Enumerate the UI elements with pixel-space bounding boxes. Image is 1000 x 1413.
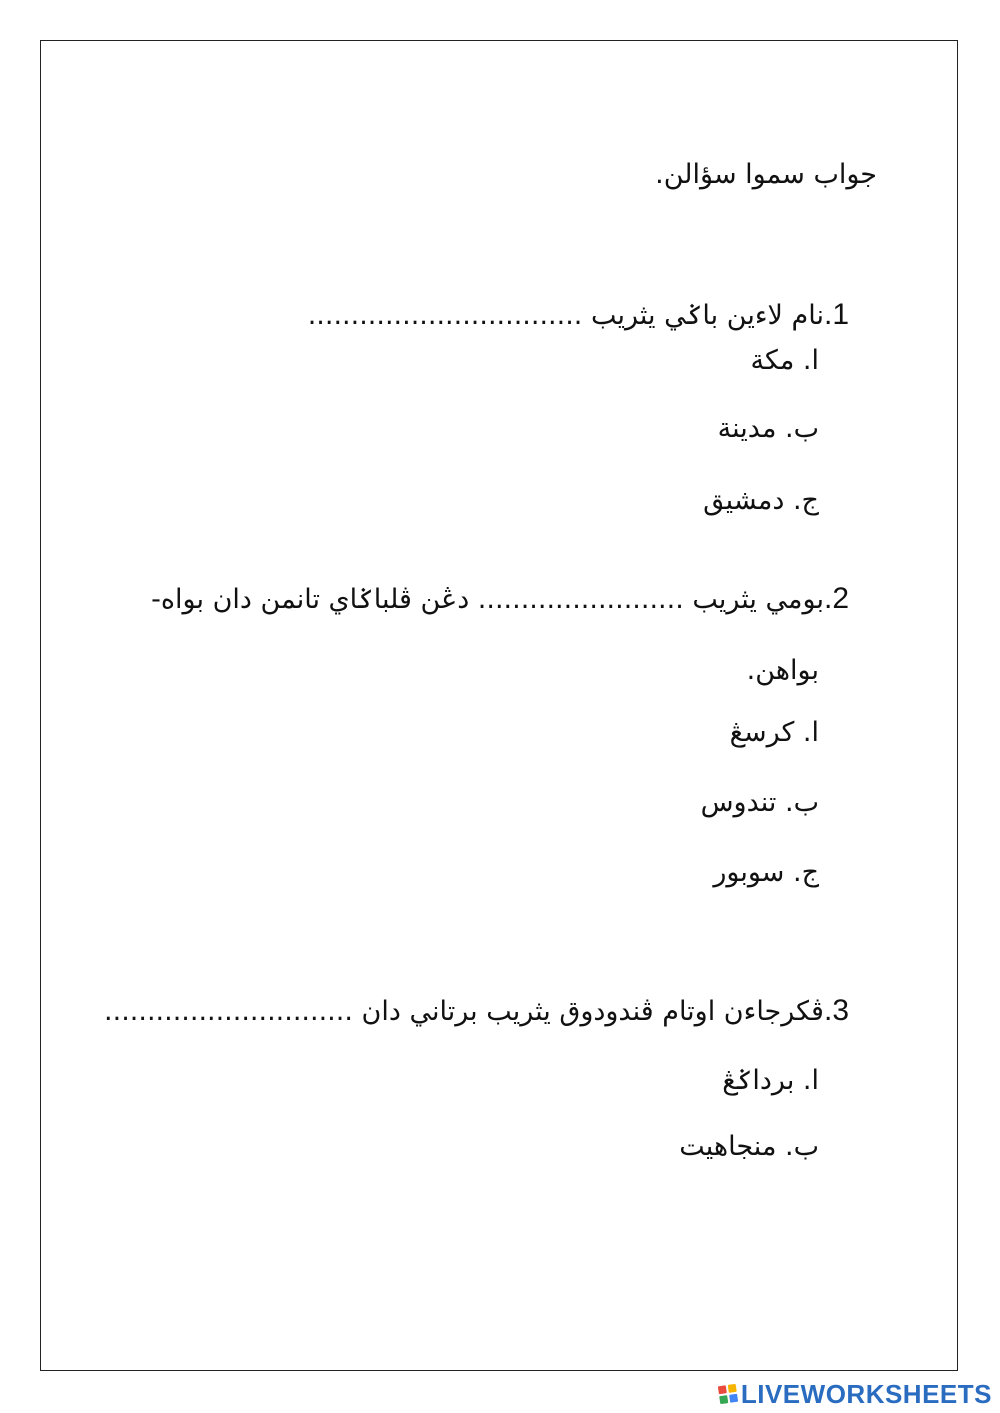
worksheet-page bbox=[40, 40, 958, 1371]
question-2-option-b[interactable]: ب. تندوس bbox=[700, 787, 819, 818]
question-number: 3. bbox=[823, 994, 849, 1027]
question-1-option-c[interactable]: ج. دمشيق bbox=[703, 485, 819, 516]
question-text: نام لاءين باݢي يثريب ................................ bbox=[307, 300, 824, 331]
question-number: 1. bbox=[823, 298, 849, 331]
question-3-option-b[interactable]: ب. منجاهيت bbox=[679, 1131, 819, 1162]
question-number: 2. bbox=[823, 582, 849, 615]
question-2 bbox=[151, 579, 849, 620]
question-2-option-c[interactable]: ج. سوبور bbox=[713, 857, 819, 888]
question-3 bbox=[104, 991, 849, 1032]
question-1-option-a[interactable]: ا. مكة bbox=[750, 345, 819, 376]
brand-name: LIVEWORKSHEETS bbox=[740, 1378, 992, 1409]
question-text: ڤكرجاءن اوتام ڤندودوق يثريب برتاني دان ............................. bbox=[104, 996, 824, 1027]
liveworksheets-footer bbox=[719, 1377, 992, 1411]
question-2-option-a[interactable]: ا. كرسڠ bbox=[729, 717, 819, 748]
question-text: بومي يثريب ........................ دڠن ڤلباݢاي تانمن دان بواه- bbox=[151, 584, 824, 615]
instruction-text: جواب سموا سؤالن. bbox=[655, 159, 877, 190]
question-1-option-b[interactable]: ب. مدينة bbox=[717, 413, 819, 444]
question-1 bbox=[308, 295, 849, 336]
question-2-text-continued: بواهن. bbox=[746, 655, 819, 686]
question-3-option-a[interactable]: ا. برداݢڠ bbox=[722, 1065, 819, 1096]
liveworksheets-logo-icon bbox=[718, 1384, 738, 1404]
